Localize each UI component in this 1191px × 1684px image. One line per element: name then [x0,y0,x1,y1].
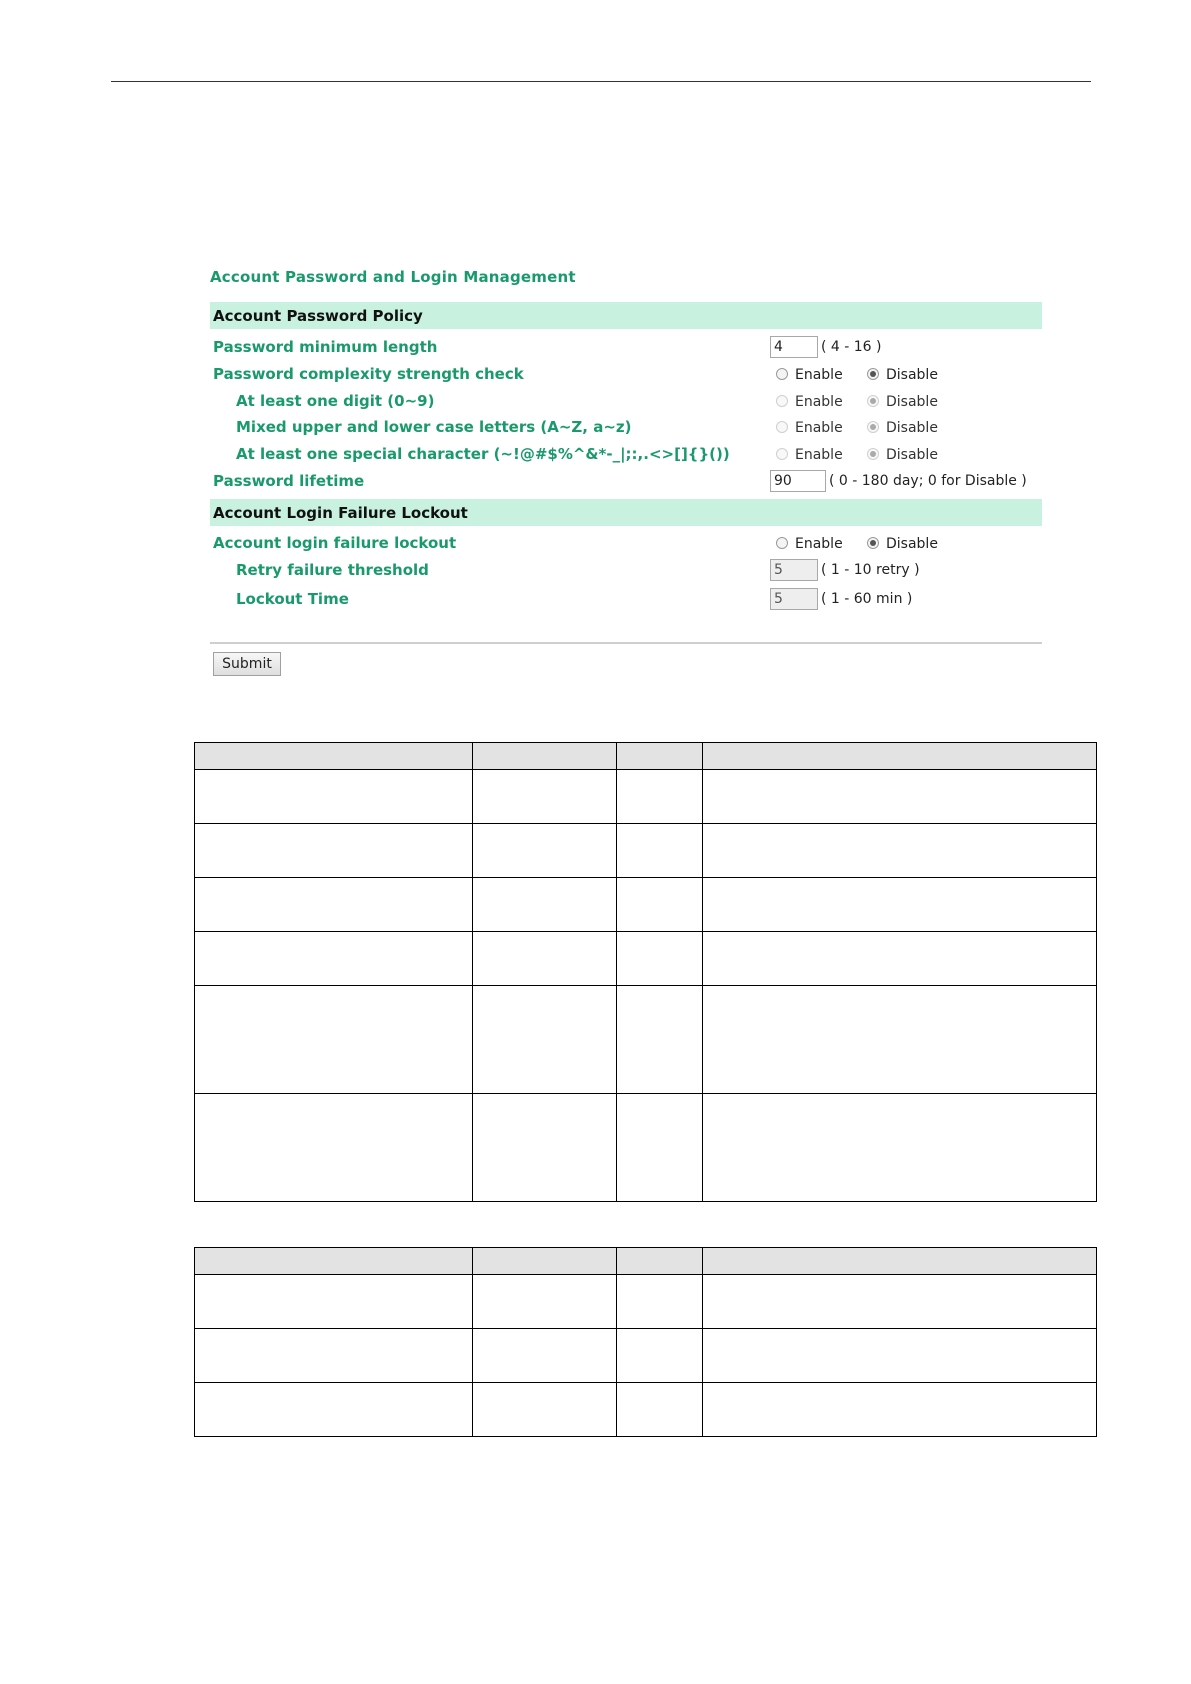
submit-button[interactable]: Submit [213,652,281,676]
complexity-enable-radio[interactable]: Enable [776,367,843,383]
table-row [195,770,1097,824]
label-retry-threshold: Retry failure threshold [236,561,429,579]
label-login-lockout: Account login failure lockout [213,534,457,552]
table-row [195,932,1097,986]
complexity-disable-radio[interactable]: Disable [867,367,938,383]
label-password-lifetime: Password lifetime [213,472,365,490]
form-divider [210,642,1042,644]
label-mixed-case-check: Mixed upper and lower case letters (A~Z, a~z) [236,418,632,436]
radio-checked-icon [867,395,879,407]
digit-disable-radio[interactable]: Disable [867,394,938,410]
label-digit-check: At least one digit (0~9) [236,392,435,410]
retry-threshold-input[interactable] [770,559,818,581]
table-row [195,1094,1097,1202]
doc-table-2 [194,1247,1097,1437]
doc-table-1 [194,742,1097,1202]
label-special-char-check: At least one special character (~!@#$%^&*-_|;:,.<>[]{}()) [236,445,730,463]
table-row [195,1275,1097,1329]
radio-checked-icon [867,368,879,380]
password-lifetime-input[interactable] [770,470,826,492]
radio-checked-icon [867,537,879,549]
table-row [195,1383,1097,1437]
digit-enable-radio[interactable]: Enable [776,394,843,410]
table-header-row [195,743,1097,770]
page-top-rule [111,81,1091,82]
section-header-password-policy: Account Password Policy [210,302,1042,329]
label-lockout-time: Lockout Time [236,590,349,608]
radio-unchecked-icon [776,395,788,407]
special-char-enable-radio[interactable]: Enable [776,447,843,463]
mixed-case-disable-radio[interactable]: Disable [867,420,938,436]
lockout-time-input[interactable] [770,588,818,610]
label-password-min-length: Password minimum length [213,338,438,356]
mixed-case-enable-radio[interactable]: Enable [776,420,843,436]
retry-threshold-range: ( 1 - 10 retry ) [821,562,920,578]
password-min-length-range: ( 4 - 16 ) [821,339,882,355]
radio-unchecked-icon [776,448,788,460]
radio-unchecked-icon [776,537,788,549]
special-char-disable-radio[interactable]: Disable [867,447,938,463]
radio-checked-icon [867,421,879,433]
radio-unchecked-icon [776,368,788,380]
table-header-row [195,1248,1097,1275]
page-title: Account Password and Login Management [210,268,576,286]
password-lifetime-range: ( 0 - 180 day; 0 for Disable ) [829,473,1027,489]
lockout-enable-radio[interactable]: Enable [776,536,843,552]
lockout-disable-radio[interactable]: Disable [867,536,938,552]
table-row [195,878,1097,932]
radio-unchecked-icon [776,421,788,433]
label-complexity-check: Password complexity strength check [213,365,524,383]
table-row [195,986,1097,1094]
lockout-time-range: ( 1 - 60 min ) [821,591,913,607]
section-header-login-lockout: Account Login Failure Lockout [210,499,1042,526]
table-row [195,1329,1097,1383]
radio-checked-icon [867,448,879,460]
password-min-length-input[interactable] [770,336,818,358]
table-row [195,824,1097,878]
